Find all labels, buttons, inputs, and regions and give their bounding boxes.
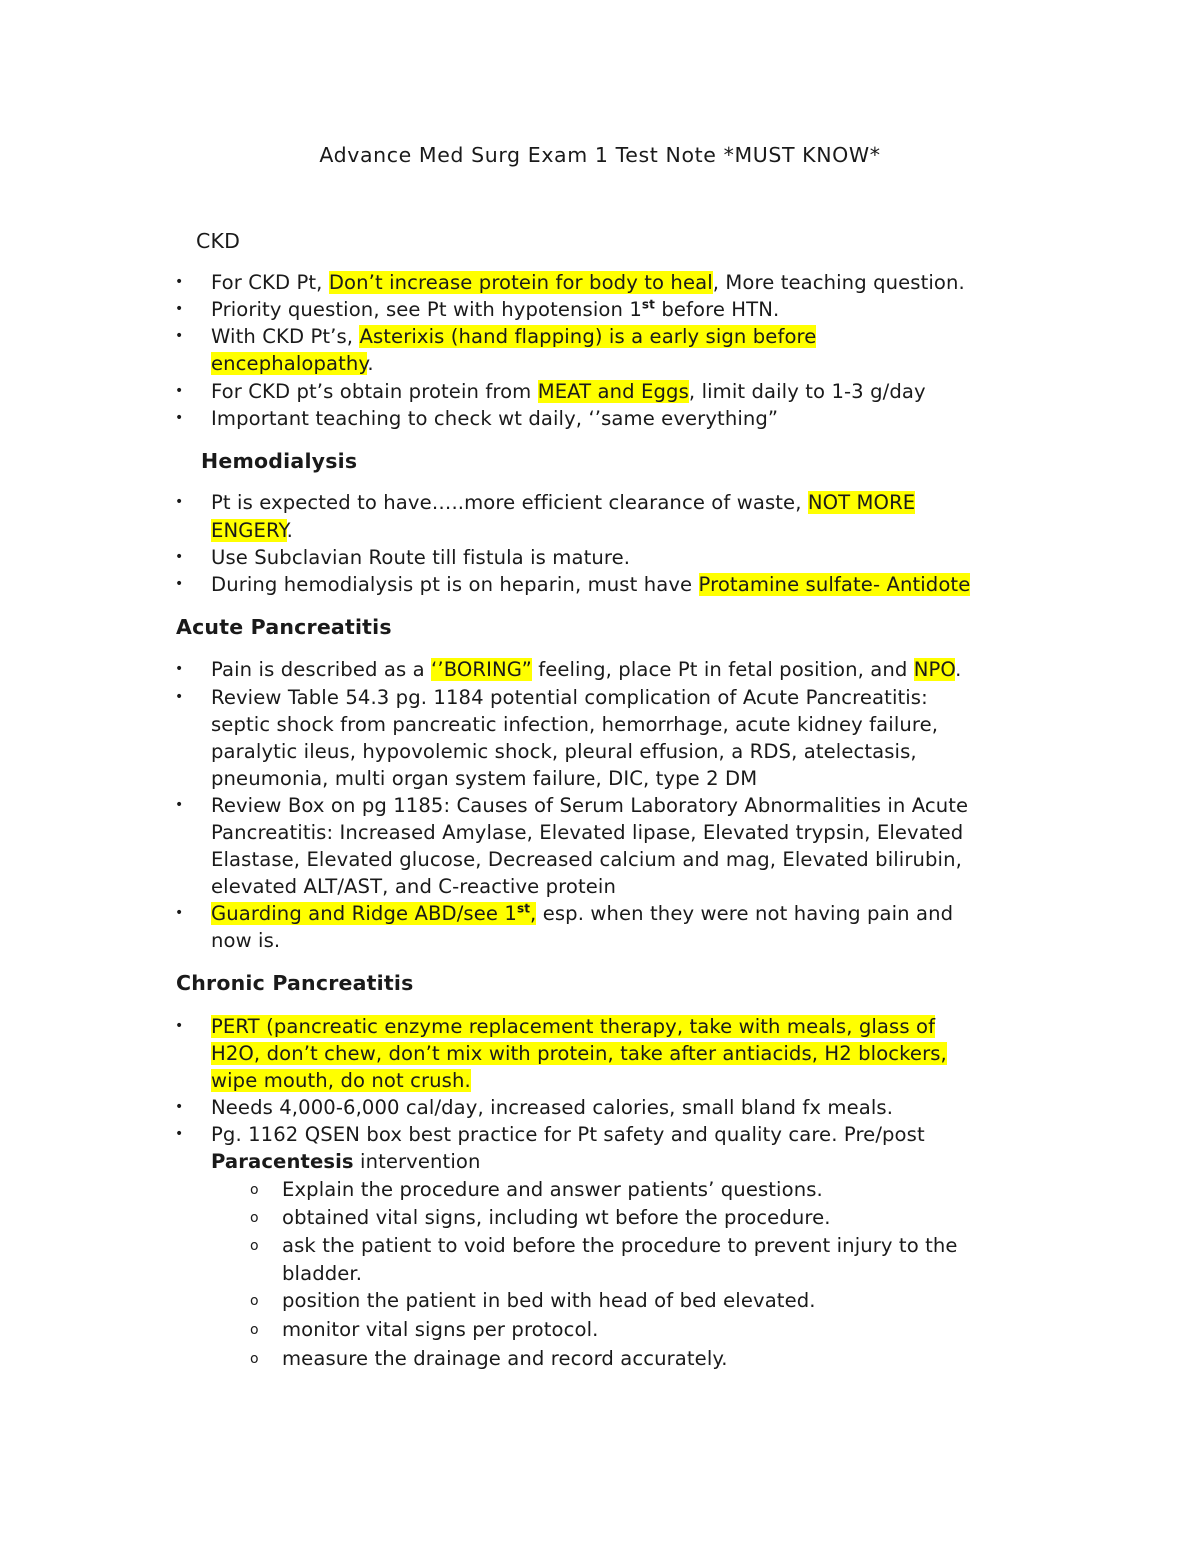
sub-bullet-icon: o [250, 1238, 259, 1254]
section-heading-ckd: CKD [196, 229, 241, 253]
bullet-icon: • [175, 1099, 184, 1115]
paracentesis-step: ask the patient to void before the procedure to prevent injury to the [282, 1234, 958, 1257]
acute-item-2-line-2: septic shock from pancreatic infection, hemorrhage, acute kidney failure, [211, 713, 939, 736]
sub-bullet-icon: o [250, 1182, 259, 1198]
paracentesis-step: monitor vital signs per protocol. [282, 1318, 599, 1341]
bullet-icon: • [175, 274, 184, 290]
ckd-item-3-cont: encephalopathy. [211, 352, 374, 375]
chronic-item-3-line-2: Paracentesis intervention [211, 1150, 481, 1173]
bullet-icon: • [175, 494, 184, 510]
ckd-item-1: For CKD Pt, Don’t increase protein for body to heal, More teaching question. [211, 271, 965, 294]
page-title: Advance Med Surg Exam 1 Test Note *MUST KNOW* [319, 143, 881, 167]
ckd-item-4: For CKD pt’s obtain protein from MEAT and Eggs, limit daily to 1-3 g/day [211, 380, 926, 403]
bullet-icon: • [175, 549, 184, 565]
hemo-item-1-cont: ENGERY. [211, 519, 293, 542]
chronic-item-1-line-2: H2O, don’t chew, don’t mix with protein, take after antiacids, H2 blockers, [211, 1042, 947, 1065]
section-heading-hemodialysis: Hemodialysis [201, 449, 358, 473]
sub-bullet-icon: o [250, 1210, 259, 1226]
bullet-icon: • [175, 410, 184, 426]
bullet-icon: • [175, 661, 184, 677]
paracentesis-step: measure the drainage and record accurately. [282, 1347, 728, 1370]
acute-item-1: Pain is described as a ‘’BORING” feeling, place Pt in fetal position, and NPO. [211, 658, 962, 681]
paracentesis-step: obtained vital signs, including wt before the procedure. [282, 1206, 831, 1229]
paracentesis-step: Explain the procedure and answer patients’ questions. [282, 1178, 823, 1201]
acute-item-3-line-2: Pancreatitis: Increased Amylase, Elevated lipase, Elevated trypsin, Elevated [211, 821, 964, 844]
ckd-item-5: Important teaching to check wt daily, ‘’same everything” [211, 407, 779, 430]
hemo-item-2: Use Subclavian Route till fistula is mature. [211, 546, 631, 569]
acute-item-4: Guarding and Ridge ABD/see 1st, esp. when they were not having pain and [211, 901, 954, 925]
acute-item-2-line-3: paralytic ileus, hypovolemic shock, pleural effusion, a RDS, atelectasis, [211, 740, 917, 763]
bullet-icon: • [175, 689, 184, 705]
acute-item-2-line-1: Review Table 54.3 pg. 1184 potential complication of Acute Pancreatitis: [211, 686, 928, 709]
acute-item-3-line-3: Elastase, Elevated glucose, Decreased calcium and mag, Elevated bilirubin, [211, 848, 962, 871]
chronic-item-1-line-1: PERT (pancreatic enzyme replacement therapy, take with meals, glass of [211, 1015, 936, 1038]
paracentesis-step-cont: bladder. [282, 1262, 363, 1285]
hemo-item-1: Pt is expected to have…..more efficient clearance of waste, NOT MORE [211, 491, 916, 514]
bullet-icon: • [175, 1018, 184, 1034]
hemo-item-3: During hemodialysis pt is on heparin, must have Protamine sulfate- Antidote [211, 573, 971, 596]
bullet-icon: • [175, 905, 184, 921]
chronic-item-2: Needs 4,000-6,000 cal/day, increased calories, small bland fx meals. [211, 1096, 894, 1119]
section-heading-chronic-pancreatitis: Chronic Pancreatitis [176, 971, 414, 995]
acute-item-3-line-4: elevated ALT/AST, and C-reactive protein [211, 875, 616, 898]
ckd-item-3: With CKD Pt’s, Asterixis (hand flapping) is a early sign before [211, 325, 817, 348]
bullet-icon: • [175, 1126, 184, 1142]
acute-item-4-cont: now is. [211, 929, 281, 952]
bullet-icon: • [175, 328, 184, 344]
ckd-item-2: Priority question, see Pt with hypotension 1st before HTN. [211, 297, 780, 321]
sub-bullet-icon: o [250, 1322, 259, 1338]
bullet-icon: • [175, 797, 184, 813]
acute-item-3-line-1: Review Box on pg 1185: Causes of Serum Laboratory Abnormalities in Acute [211, 794, 969, 817]
section-heading-acute-pancreatitis: Acute Pancreatitis [176, 615, 392, 639]
sub-bullet-icon: o [250, 1293, 259, 1309]
sub-bullet-icon: o [250, 1351, 259, 1367]
bullet-icon: • [175, 383, 184, 399]
bullet-icon: • [175, 576, 184, 592]
chronic-item-3-line-1: Pg. 1162 QSEN box best practice for Pt safety and quality care. Pre/post [211, 1123, 925, 1146]
chronic-item-1-line-3: wipe mouth, do not crush. [211, 1069, 471, 1092]
bullet-icon: • [175, 301, 184, 317]
acute-item-2-line-4: pneumonia, multi organ system failure, DIC, type 2 DM [211, 767, 758, 790]
paracentesis-step: position the patient in bed with head of bed elevated. [282, 1289, 816, 1312]
